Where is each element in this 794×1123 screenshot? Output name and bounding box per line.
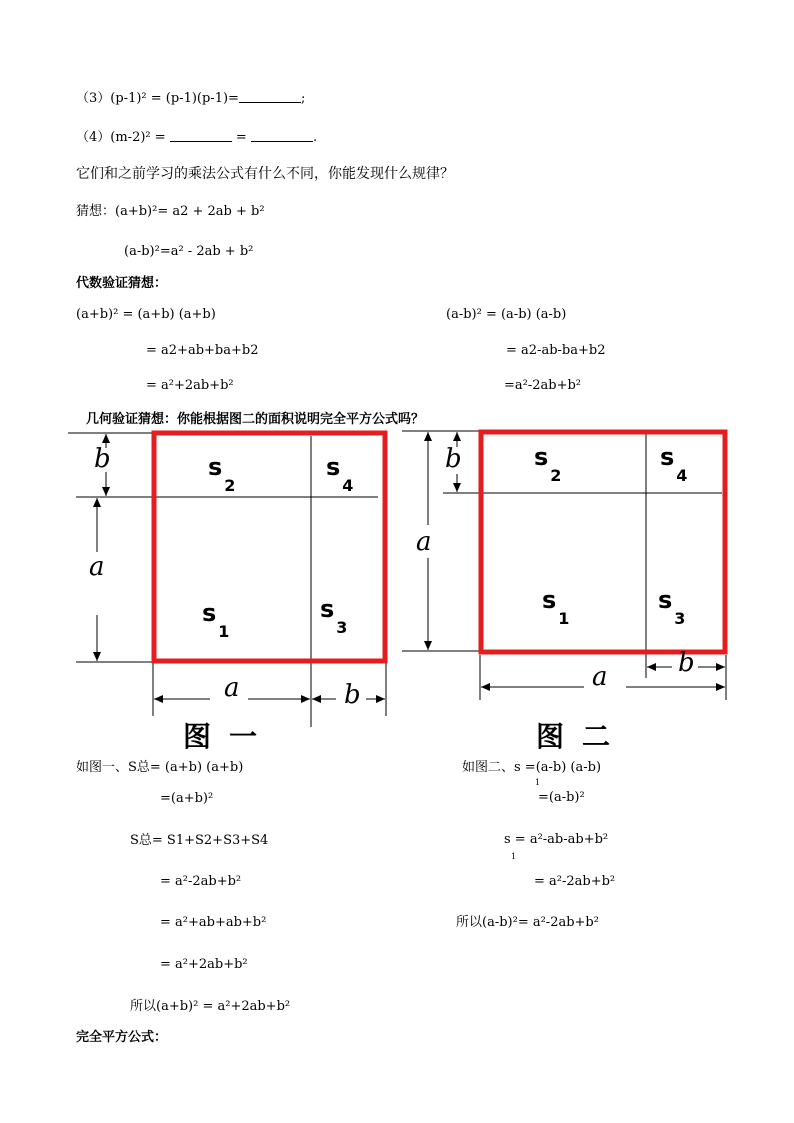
- proof1-line-6: = a²+2ab+b²: [160, 957, 248, 972]
- figure-2-caption: 图二: [536, 720, 629, 753]
- fig1-region-s3: $s_3$: [320, 595, 348, 637]
- fig1-dim-a-bottom: a: [224, 673, 240, 703]
- geometry-heading: 几何验证猜想：你能根据图二的面积说明完全平方公式吗？: [86, 412, 425, 427]
- fig2-dim-b-bottom: b: [678, 648, 695, 678]
- fig2-dim-b-left: b: [445, 444, 462, 474]
- algebra-right-3: =a²-2ab+b²: [504, 378, 582, 393]
- fig2-region-s1: $s_1$: [542, 586, 570, 628]
- figure-1-caption: 图一: [183, 720, 276, 753]
- fig2-red-frame: [481, 432, 725, 652]
- proof2-line-3: s = a²-ab-ab+b²: [504, 832, 609, 847]
- algebra-left-2: = a2+ab+ba+b2: [146, 343, 259, 358]
- fig2-region-s4: $s_4$: [660, 443, 688, 485]
- exercise-3-number: （3）: [76, 91, 111, 106]
- fig1-dim-b-left: b: [94, 444, 111, 474]
- fig1-dim-a-left: a: [89, 552, 105, 582]
- proof1-line-7: 所以(a+b)² = a²+2ab+b²: [130, 999, 291, 1014]
- exercise-4-mid: =: [231, 130, 251, 145]
- algebra-right-1: (a-b)² = (a-b) (a-b): [446, 307, 567, 322]
- proof1-line-2: =(a+b)²: [160, 791, 214, 806]
- guess-formula-2: (a-b)²=a² - 2ab + b²: [124, 244, 254, 259]
- proof2-line-5: 所以(a-b)²= a²-2ab+b²: [456, 915, 599, 930]
- proof1-line-3: S总= S1+S2+S3+S4: [130, 833, 269, 848]
- exercise-3-end: ;: [300, 91, 306, 106]
- proof1-line-1: 如图一、S总= (a+b) (a+b): [76, 760, 244, 775]
- algebra-heading: 代数验证猜想：: [76, 276, 168, 291]
- algebra-right-2: = a2-ab-ba+b2: [506, 343, 606, 358]
- proof2-line-1: 如图二、s =(a-b) (a-b): [462, 760, 602, 775]
- fig1-dim-b-bottom: b: [344, 680, 361, 710]
- fig2-dim-a-left: a: [416, 527, 432, 557]
- exercise-4-text: (m-2)² =: [110, 130, 170, 145]
- exercise-3-text: (p-1)² = (p-1)(p-1)=: [110, 91, 239, 106]
- fig2-dim-a-bottom: a: [592, 662, 608, 692]
- fig1-region-s1: $s_1$: [202, 599, 230, 641]
- proof2-sub-1a: 1: [535, 778, 541, 787]
- algebra-left-3: = a²+2ab+b²: [146, 378, 234, 393]
- exercise-4-number: （4）: [76, 130, 111, 145]
- question-text: 它们和之前学习的乘法公式有什么不同，你能发现什么规律？: [76, 166, 454, 182]
- proof1-line-4: = a²-2ab+b²: [160, 874, 242, 889]
- fig2-region-s2: $s_2$: [534, 443, 562, 485]
- conclusion-heading: 完全平方公式：: [76, 1030, 168, 1045]
- fig1-region-s4: $s_4$: [326, 453, 354, 495]
- proof2-line-2: =(a-b)²: [538, 790, 585, 805]
- proof1-line-5: = a²+ab+ab+b²: [160, 915, 267, 930]
- exercise-4-end: .: [312, 130, 318, 145]
- proof2-sub-1b: 1: [511, 852, 517, 861]
- guess-label: 猜想：: [76, 204, 116, 219]
- algebra-left-1: (a+b)² = (a+b) (a+b): [76, 307, 216, 322]
- fig2-region-s3: $s_3$: [658, 586, 686, 628]
- proof2-line-4: = a²-2ab+b²: [534, 874, 616, 889]
- guess-formula-1: (a+b)²= a2 + 2ab + b²: [115, 204, 265, 219]
- fig1-region-s2: $s_2$: [208, 453, 236, 495]
